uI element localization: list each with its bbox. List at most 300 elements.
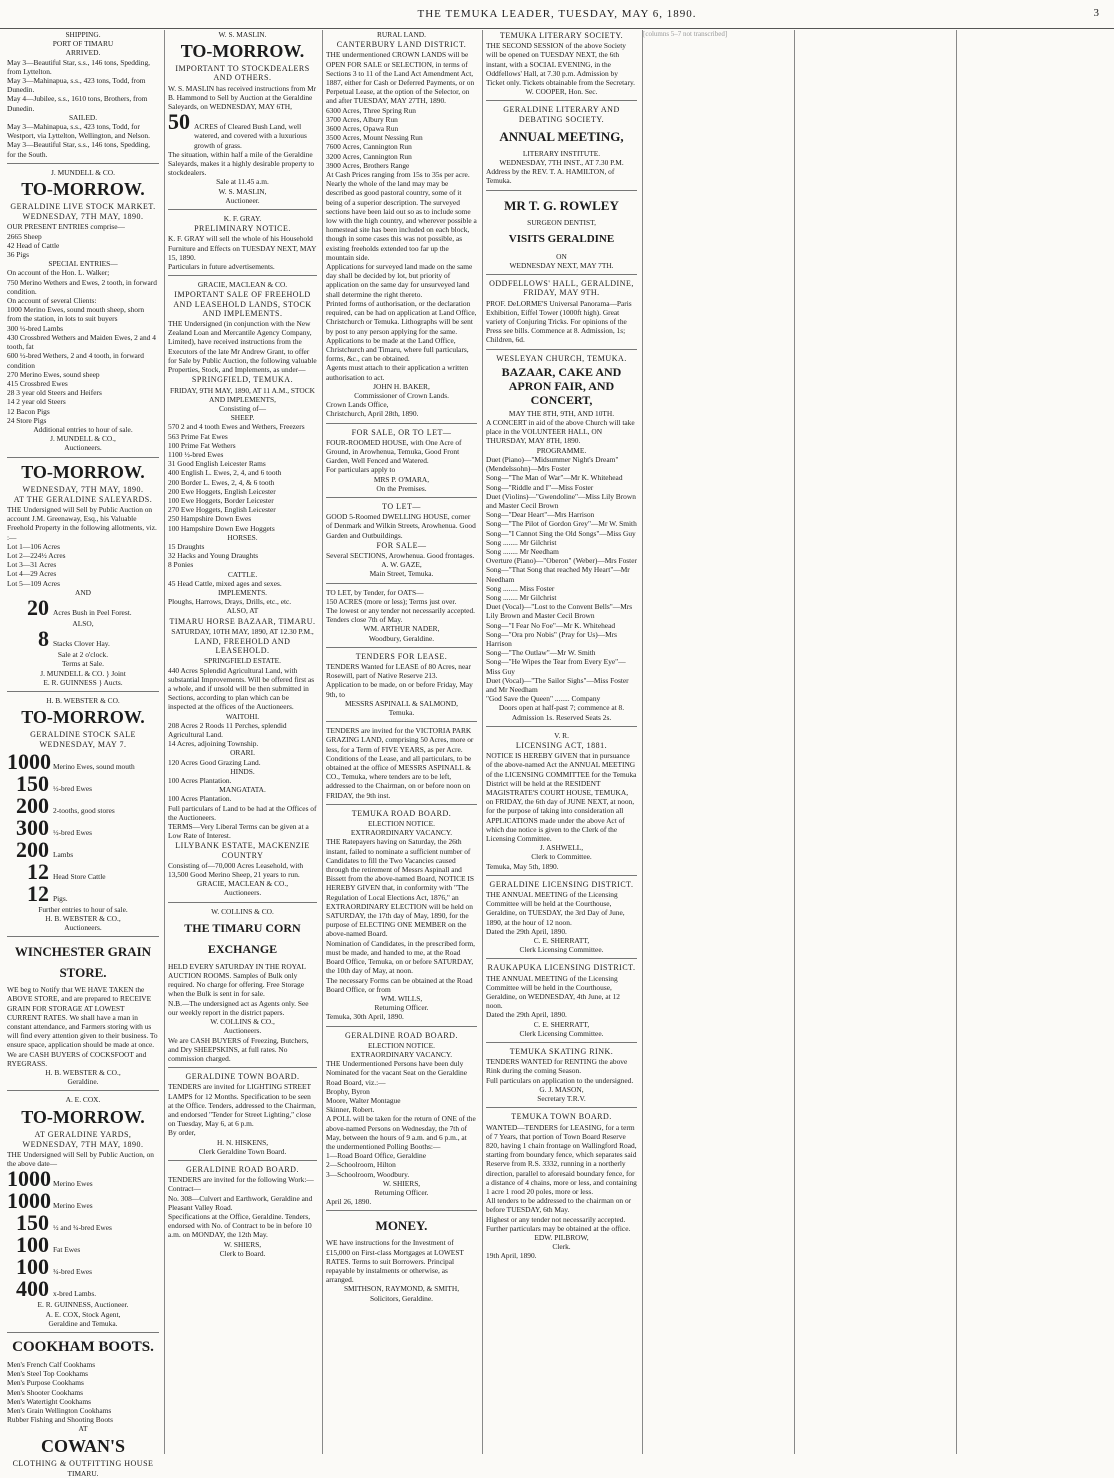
- notice-title: FOR SALE—: [376, 540, 427, 550]
- grain-store-body: WE beg to Notify that WE HAVE TAKEN the ABOVE STORE, and are prepared to RECEIVE GRAIN FOR STORAGE AT LOWEST CURRENT RATES. We shall have a man in constant attendance, and Farmers storing with us will find every attention given to their business. To ensure space, application should be made at once.: [7, 985, 158, 1050]
- divider: [326, 721, 477, 722]
- signature-role: Clerk.: [552, 1242, 571, 1252]
- boots-item: Men's French Calf Cookhams: [7, 1360, 96, 1370]
- paragraph: Nearly the whole of the land may may be described as good pastoral country, some of it being of a superior description. The surveyed sections have been laid out so as to include some low with the high country, and wherever possible a homestead site has been included on each block, though in some cases this was not possible, as existing freeholds extended too far up the mountain side.: [326, 179, 477, 262]
- divider: [326, 647, 477, 648]
- booth: 1—Road Board Office, Geraldine: [326, 1151, 427, 1161]
- notice-subtitle: EXTRAORDINARY VACANCY.: [350, 828, 453, 838]
- sheep-item: 1100 ½-bred Ewes: [168, 449, 224, 459]
- tomorrow-heading: TO-MORROW.: [180, 41, 305, 62]
- dentist-name: MR T. G. ROWLEY: [504, 197, 619, 213]
- page-number: 3: [1093, 7, 1100, 19]
- notice-title: GERALDINE TOWN BOARD.: [185, 1072, 300, 1082]
- signature-role: Returning Officer.: [374, 1187, 429, 1197]
- divider: [486, 958, 637, 959]
- section-title: HORSES.: [227, 532, 258, 542]
- paragraph: THE Undermentioned Persons have been duly Nominated for the vacant Seat on the Geraldine Road Board, viz.:—: [326, 1059, 467, 1087]
- advertiser-header: GRACIE, MACLEAN & CO.: [197, 280, 288, 290]
- corn-exchange-title: THE TIMARU CORN EXCHANGE: [184, 920, 301, 956]
- signature: MESSRS ASPINALL & SALMOND,: [344, 698, 459, 708]
- booth: 2—Schoolroom, Hilton: [326, 1160, 396, 1170]
- boots-item: Men's Watertight Cookhams: [7, 1396, 91, 1406]
- acres-line: [168, 111, 317, 150]
- paragraph: K. F. GRAY will sell the whole of his Household Furniture and Effects on TUESDAY NEXT, MAY 15, 1890.: [168, 234, 317, 262]
- stock-lot-text: ½-bred Ewes: [53, 827, 92, 837]
- paragraph: Specifications at the Office, Geraldine. Tenders, endorsed with No. of Contract to be in before 10 a.m. on MONDAY, the 12th May.: [168, 1211, 312, 1240]
- stock-lot: [7, 1212, 159, 1234]
- notice-date: April 26, 1890.: [326, 1197, 372, 1207]
- horse-item: 8 Ponies: [168, 560, 194, 570]
- sale-date: WEDNESDAY, MAY 7.: [39, 740, 127, 750]
- signature-role: Clerk Licensing Committee.: [519, 945, 604, 955]
- paragraph: 440 Acres Splendid Agricultural Land, with substantial Improvements. Will be offered first as a whole, and if unsold will be then submitted in Sections, according to plan which can be inspected at the offices of the Auctioneers.: [168, 665, 315, 712]
- special-entries-title: SPECIAL ENTRIES—: [48, 259, 118, 269]
- notice-title: TEMUKA LITERARY SOCIETY.: [499, 31, 624, 40]
- office-line: Crown Lands Office,: [326, 400, 389, 410]
- stock-lot-number: 300: [16, 814, 49, 840]
- clover-text: Stacks Clover Hay.: [53, 639, 110, 649]
- bazaar-title: BAZAAR, CAKE AND APRON FAIR, AND CONCERT,: [501, 364, 622, 407]
- signature: A. E. COX, Stock Agent,: [45, 1309, 121, 1319]
- tomorrow-heading: TO-MORROW.: [21, 179, 145, 200]
- stock-lot-number: 200: [16, 792, 49, 818]
- tomorrow-heading: TO-MORROW.: [21, 1106, 145, 1127]
- divider: [486, 1107, 637, 1108]
- divider: [486, 274, 637, 275]
- money-title: MONEY.: [375, 1218, 428, 1234]
- special-entry: 750 Merino Wethers and Ewes, 2 tooth, in forward condition.: [7, 277, 157, 296]
- stock-lot-number: 100: [16, 1232, 49, 1258]
- programme-item: Song—"Ora pro Nobis" (Pray for Us)—Mrs Harrison: [486, 629, 618, 648]
- dentist-visits: VISITS GERALDINE: [508, 232, 615, 245]
- sale-time: Sale at 11.45 a.m.: [216, 177, 269, 187]
- cowan-sub: CLOTHING & OUTFITTING HOUSE: [12, 1458, 154, 1468]
- divider: [7, 691, 159, 692]
- doors-open: Doors open at half-past 7; commence at 8.: [498, 703, 625, 713]
- bush-text: Acres Bush in Peel Forest.: [53, 607, 132, 617]
- sailed-item: May 3—Beautiful Star, s.s., 146 tons, Spedding, for the South.: [7, 140, 150, 159]
- programme-item: "God Save the Queen" ........ Company: [486, 694, 601, 704]
- paragraph: 14 Acres, adjoining Township.: [168, 739, 259, 749]
- masthead-title: THE TEMUKA LEADER, TUESDAY, MAY 6, 1890.: [417, 8, 697, 20]
- paragraph: 100 Acres Plantation.: [168, 794, 232, 804]
- column-4: [482, 30, 640, 1454]
- divider: [7, 163, 159, 164]
- divider: [326, 423, 477, 424]
- advertiser-header: W. COLLINS & CO.: [211, 906, 274, 916]
- signature-role: Auctioneers.: [64, 923, 102, 932]
- special-entry: 28 3 year old Steers and Heifers: [7, 388, 102, 398]
- notice-title: TEMUKA TOWN BOARD.: [511, 1112, 612, 1122]
- signature: W. SHIERS,: [382, 1178, 421, 1188]
- advertiser-header: K. F. GRAY.: [223, 214, 262, 224]
- grain-store-title: WINCHESTER GRAIN STORE.: [14, 944, 152, 981]
- stock-lot: [7, 1190, 159, 1212]
- sheep-item: 570 2 and 4 tooth Ewes and Wethers, Freezers: [168, 422, 305, 432]
- paragraph: THE ANNUAL MEETING of the Licensing Committee will be held in the Courthouse, Geraldine, on WEDNESDAY, 4th June, at 12 noon.: [486, 973, 620, 1011]
- divider: [168, 275, 317, 276]
- date-line: WEDNESDAY NEXT, MAY 7TH.: [509, 261, 614, 271]
- booth: 3—Schoolroom, Woodbury.: [326, 1169, 410, 1179]
- signature-role: Clerk Licensing Committee.: [519, 1028, 604, 1038]
- paragraph: Applications to be made at the Land Office, Christchurch and Timaru, where full particulars, forms, &c., can be obtained.: [326, 335, 469, 364]
- divider: [486, 1042, 637, 1043]
- divider: [486, 190, 637, 191]
- paragraph: THE ANNUAL MEETING of the Licensing Committee will be held at the Courthouse, Geraldine, on TUESDAY, the 3rd Day of June, 1890, at the hour of 12 noon.: [486, 890, 625, 927]
- bush-number: 20: [27, 594, 49, 620]
- masthead: [0, 0, 1114, 29]
- signature-role: Returning Officer.: [374, 1003, 429, 1013]
- section-title: SHEEP.: [230, 413, 255, 423]
- column-5: [642, 30, 793, 1454]
- boots-item: Men's Grain Wellington Cookhams: [7, 1406, 112, 1416]
- advertiser-header: A. E. COX.: [65, 1095, 101, 1105]
- sheep-item: 200 Border L. Ewes, 2, 4, & 6 tooth: [168, 477, 275, 487]
- programme-item: Song ........ Miss Foster: [486, 583, 555, 593]
- cattle-item: 45 Head Cattle, mixed ages and sexes.: [168, 578, 282, 588]
- bush-line: [7, 594, 159, 620]
- signature-role: Main Street, Temuka.: [369, 569, 434, 579]
- boots-item: Men's Steel Top Cookhams: [7, 1369, 88, 1379]
- divider: [486, 349, 637, 350]
- also-at: ALSO, AT: [226, 606, 259, 616]
- column-1: [4, 30, 162, 1478]
- run-item: 3600 Acres, Opawa Run: [326, 124, 399, 134]
- nominee: Skinner, Robert.: [326, 1105, 375, 1115]
- horse-item: 15 Draughts: [168, 541, 205, 551]
- sale-date: WEDNESDAY, 7TH MAY, 1890.: [22, 484, 144, 494]
- notice-date: 19th April, 1890.: [486, 1251, 537, 1261]
- divider: [168, 209, 317, 210]
- paragraph: The situation, within half a mile of the Geraldine Saleyards, makes it a highly desirable property to stockdealers.: [168, 149, 315, 178]
- paragraph: W. S. MASLIN has received instructions from Mr B. Hammond to Sell by Auction at the Geraldine Saleyards, on WEDNESDAY, MAY 6TH,: [168, 83, 317, 112]
- section-title: HINDS.: [230, 766, 255, 776]
- consisting: Consisting of—: [218, 403, 267, 413]
- stock-lot-number: 100: [16, 1254, 49, 1280]
- programme-item: Duet (Vocal)—"The Sailor Sighs"—Miss Foster and Mr Needham: [486, 675, 629, 694]
- signature: G. J. MASON,: [539, 1084, 584, 1094]
- boots-item: Men's Shooter Cookhams: [7, 1387, 84, 1397]
- clover-number: 8: [38, 626, 49, 652]
- paragraph: Consisting of—70,000 Acres Leasehold, with 13,500 Good Merino Sheep, 21 years to run.: [168, 860, 304, 880]
- programme-item: Song ........ Mr Gilchrist: [486, 537, 557, 547]
- paragraph: Full particulars of Land to be had at the Offices of the Auctioneers.: [168, 803, 317, 822]
- stock-lot-text: x-bred Lambs.: [53, 1289, 97, 1299]
- stock-lot-number: 150: [16, 770, 49, 796]
- sale-date: WEDNESDAY, 7TH MAY, 1890.: [22, 1139, 144, 1149]
- lot-item: Lot 2—224½ Acres: [7, 550, 66, 560]
- run-item: 3500 Acres, Mount Nessing Run: [326, 133, 423, 143]
- paragraph: NOTICE IS HEREBY GIVEN that in pursuance of the above-named Act the ANNUAL MEETING of the LICENSING COMMITTEE for the Temuka District will be held at the RESIDENT MAGISTRATE'S COURT HOUSE, TEMUKA, on FRIDAY, the 6th day of JUNE NEXT, at noon, for the purpose of taking into consideration all APPLICATIONS made under the above Act of which due notice is given to the Clerk of the Licensing Committee.: [486, 751, 637, 844]
- paragraph: We are CASH BUYERS of Freezing, Butchers, and Dry SHEEPSKINS, at full rates. No commission charged.: [168, 1035, 309, 1063]
- notice-title: PRELIMINARY NOTICE.: [194, 224, 291, 234]
- cox-yards: AT GERALDINE YARDS,: [34, 1129, 132, 1139]
- paragraph: Address by the REV. T. A. HAMILTON, of Temuka.: [486, 167, 615, 186]
- notice-title: GERALDINE ROAD BOARD.: [345, 1030, 458, 1040]
- signature-role: Temuka.: [388, 708, 415, 718]
- date-line: SATURDAY, 10TH MAY, 1890, AT 12.30 P.M.,: [171, 626, 314, 636]
- notice-title: FOR SALE, OR TO LET—: [351, 427, 452, 437]
- stock-lot: [7, 1256, 159, 1278]
- notice-date: Temuka, May 5th, 1890.: [486, 861, 559, 871]
- divider: [7, 1332, 159, 1333]
- stock-lot: [7, 1234, 159, 1256]
- market-title: GERALDINE LIVE STOCK MARKET.: [10, 202, 156, 212]
- notice-date: Dated the 29th April, 1890.: [486, 926, 567, 936]
- special-entry: 430 Crossbred Wethers and Maiden Ewes, 2 and 4 tooth, fat: [7, 332, 156, 352]
- paragraph: Applications for surveyed land made on the same day shall be decided by lot, but priority of application on the same day for unsurveyed land shall determine the right thereto.: [326, 262, 473, 299]
- advertiser-header: W. S. MASLIN.: [218, 30, 267, 39]
- stock-lot: [7, 836, 159, 862]
- stock-lot: [7, 748, 159, 774]
- paragraph: PROF. DeLORME'S Universal Panorama—Paris Exhibition, Eiffel Tower (1000ft high). Great variety of Conjuring Tricks. For opinions of the Press see bills. Commence at 8. Admission, 1s; Children, 6d.: [486, 298, 632, 345]
- additional-entries: Additional entries to hour of sale.: [33, 424, 133, 434]
- paragraph: TENDERS are invited for the VICTORIA PARK GRAZING LAND, comprising 50 Acres, more or less, for a Term of FIVE YEARS, as per Acre.: [326, 726, 474, 754]
- paragraph: Several SECTIONS, Arowhenua. Good frontages.: [326, 550, 475, 560]
- divider: [168, 1160, 317, 1161]
- stock-lot: [7, 880, 159, 906]
- place-line: LILYBANK ESTATE, MACKENZIE COUNTRY: [175, 841, 310, 860]
- signature-role: Auctioneer.: [225, 195, 260, 205]
- paragraph: The lowest or any tender not necessarily accepted. Tenders close 7th of May.: [326, 605, 475, 625]
- programme-item: Song—"The Pilot of Gordon Grey"—Mr W. Smith: [486, 519, 637, 529]
- stock-lot-text: 2-tooths, good stores: [53, 805, 115, 815]
- paragraph: THE SECOND SESSION of the above Society will be opened on TUESDAY NEXT, the 6th instant, with a SOCIAL EVENING, in the Oddfellows' Hall, at 7.30 p.m. Admission by Ticket only. Tickets obtainable from the Secretary.: [486, 41, 636, 88]
- signature: E. R. GUINNESS, Auctioneer.: [37, 1300, 129, 1310]
- stock-lot: [7, 792, 159, 818]
- stock-lot-text: Fat Ewes: [53, 1245, 81, 1255]
- notice-title: GERALDINE LITERARY AND DEBATING SOCIETY.: [503, 105, 620, 124]
- paragraph: A POLL will be taken for the return of ONE of the above-named Persons on Wednesday, the 7th of May, between the hours of 9 a.m. and 6 p.m., at the undermentioned Polling Booths:—: [326, 1114, 476, 1151]
- signature: H. N. HISKENS,: [216, 1137, 269, 1147]
- run-item: 3200 Acres, Cannington Run: [326, 151, 412, 161]
- saleyards-body: THE Undersigned will Sell by Public Auction on account J.M. Greenaway, Esq., his Valuable Freehold Property in the following allotments, viz. :—: [7, 504, 157, 542]
- saleyards-title: AT THE GERALDINE SALEYARDS.: [13, 494, 153, 504]
- divider: [326, 1026, 477, 1027]
- signature: W. SHIERS,: [223, 1239, 262, 1249]
- paragraph: TENDERS are invited for LIGHTING STREET LAMPS for 12 Months. Specification to be seen at the Office. Tenders, addressed to the Chairman, and endorsed "Tender for Street Lighting," close on Tuesday, May 6, at 6 p.m.: [168, 1082, 316, 1129]
- clover-line: [7, 628, 159, 650]
- stock-lot-number: 200: [16, 836, 49, 862]
- paragraph: WE have instructions for the Investment of £15,000 on First-class Mortgages at LOWEST RATES. Terms to suit Borrowers. Principal repayable by instalments or otherwise, as arranged.: [326, 1238, 464, 1285]
- grain-store-body: We are CASH BUYERS of COCKSFOOT and RYEGRASS.: [7, 1049, 147, 1068]
- notice-title: TO LET—: [382, 501, 421, 511]
- sheep-item: 31 Good English Leicester Rams: [168, 459, 266, 469]
- arrived-label: ARRIVED.: [65, 48, 101, 58]
- divider: [326, 497, 477, 498]
- signature: SMITHSON, RAYMOND, & SMITH,: [343, 1284, 460, 1294]
- arrived-item: May 3—Beautiful Star, s.s., 146 tons, Spedding, from Lyttelton.: [7, 57, 150, 76]
- signature-role: Geraldine.: [67, 1077, 99, 1087]
- arrived-item: May 4—Jubilee, s.s., 1610 tons, Brothers, from Dunedin.: [7, 94, 148, 113]
- divider: [168, 1067, 317, 1068]
- run-item: 6300 Acres, Three Spring Run: [326, 105, 416, 115]
- lot-item: Lot 1—106 Acres: [7, 541, 60, 551]
- programme-item: Song—"Dear Heart"—Mrs Harrison: [486, 510, 595, 520]
- paragraph: Agents must attach to their application a written authorisation to act.: [326, 363, 469, 382]
- signature-role: Auctioneers.: [223, 888, 262, 898]
- paragraph: Particulars in future advertisements.: [168, 262, 275, 272]
- paragraph: 150 ACRES (more or less); Terms just over.: [326, 596, 457, 606]
- signature-role: Geraldine and Temuka.: [48, 1318, 118, 1328]
- special-entry: 14 2 year old Steers: [7, 397, 66, 407]
- programme-item: Song ........ Mr Gilchrist: [486, 592, 557, 602]
- programme-item: Song—"I Cannot Sing the Old Songs"—Miss Guy: [486, 528, 636, 538]
- notice-date: Temuka, 30th April, 1890.: [326, 1012, 404, 1022]
- advertiser-header: H. B. WEBSTER & CO.: [46, 695, 120, 705]
- signature-role: Commissioner of Crown Lands.: [354, 390, 449, 400]
- lot-item: Lot 4—29 Acres: [7, 569, 57, 579]
- lot-item: Lot 5—109 Acres: [7, 578, 60, 588]
- entry-item: 2665 Sheep: [7, 231, 42, 241]
- notice-title: GERALDINE LICENSING DISTRICT.: [489, 879, 634, 889]
- signature-role: Woodbury, Geraldine.: [368, 633, 435, 643]
- sale-date: WEDNESDAY, 7TH MAY, 1890.: [22, 212, 144, 222]
- programme-item: Song—"Riddle and I"—Miss Foster: [486, 482, 594, 492]
- paragraph: FOUR-ROOMED HOUSE, with One Acre of Ground, in Arowhenua, Temuka, Good Front Garden, Well Fenced and Watered.: [326, 437, 462, 466]
- boots-item: Men's Purpose Cookhams: [7, 1378, 84, 1388]
- divider: [7, 1090, 159, 1091]
- paragraph: A CONCERT in aid of the above Church will take place in the VOLUNTEER HALL, ON THURSDAY, MAY 8TH, 1890.: [486, 418, 635, 446]
- programme-item: Duet (Piano)—"Midsummer Night's Dream" (Mendelssohn)—Mrs Foster: [486, 454, 619, 474]
- paragraph: 100 Acres Plantation.: [168, 776, 232, 786]
- divider: [486, 100, 637, 101]
- boots-at: AT: [78, 1424, 88, 1434]
- divider: [7, 457, 159, 458]
- terms: Terms at Sale.: [62, 659, 104, 669]
- notice-title: TENDERS FOR LEASE.: [355, 651, 448, 661]
- acres-number: 50: [168, 109, 190, 135]
- stock-lot-number: 1000: [7, 748, 51, 774]
- sailed-item: May 3—Mahinapua, s.s., 423 tons, Todd, for Westport, via Lyttelton, Wellington, and Nelson.: [7, 122, 150, 141]
- divider: [326, 583, 477, 584]
- arrived-list: [7, 58, 159, 113]
- horse-item: 32 Hacks and Young Draughts: [168, 551, 259, 561]
- stock-lot-number: 1000: [7, 1188, 51, 1214]
- divider: [7, 936, 159, 937]
- programme-item: Duet (Vocal)—"Lost to the Convent Bells"—Mrs Lily Brown and Master Cecil Brown: [486, 602, 633, 621]
- place-line: TIMARU HORSE BAZAAR, TIMARU.: [169, 616, 316, 626]
- programme-item: Song—"He Wipes the Tear from Every Eye"—Miss Guy: [486, 657, 626, 676]
- stock-lot-number: 150: [16, 1210, 49, 1236]
- paragraph: WANTED—TENDERS for LEASING, for a term of 7 Years, that portion of Town Board Reserve 820, having 1 chain frontage on Wallingford Road, starting from boundary fence, which separates said Reserve from R.S. 3332, running in a northerly direction, parallel to aforesaid boundary fence, for a distance of 4 chains, more or less, and containing 1 acre 1 rood 20 poles, more or less.: [486, 1122, 637, 1196]
- programme-item: Overture (Piano)—"Oberon" (Weber)—Mrs Foster: [486, 556, 637, 566]
- notice-title: TEMUKA SKATING RINK.: [509, 1047, 614, 1057]
- advertiser-header: RURAL LAND.: [377, 30, 426, 39]
- section-title: ORARI.: [230, 748, 255, 758]
- signature-role: Auctioneers.: [223, 1026, 262, 1036]
- stock-sale-title: GERALDINE STOCK SALE: [30, 730, 136, 740]
- signature: J. ASHWELL,: [539, 843, 584, 853]
- signature-role: Clerk Geraldine Town Board.: [198, 1146, 287, 1156]
- entry-item: 36 Pigs: [7, 250, 29, 260]
- programme-item: Song—"The Outlaw"—Mr W. Smith: [486, 648, 596, 658]
- placeholder-note: [columns 5–7 not transcribed]: [643, 30, 728, 38]
- nominee: Moore, Walter Montague: [326, 1095, 401, 1105]
- lot-item: Lot 3—31 Acres: [7, 560, 57, 570]
- stock-lot-text: Pigs.: [53, 893, 68, 903]
- entry-item: 42 Head of Cattle: [7, 240, 60, 250]
- column-6: [794, 30, 955, 1454]
- notice-title: IMPORTANT SALE OF FREEHOLD AND LEASEHOLD LANDS, STOCK AND IMPLEMENTS.: [173, 290, 312, 318]
- stock-lot: [7, 1278, 159, 1300]
- stock-lot-number: 12: [27, 858, 49, 884]
- signature: WM. ARTHUR NADER,: [363, 624, 440, 634]
- signature: JOHN H. BAKER,: [373, 381, 430, 391]
- paragraph: Printed forms of authorisation, or the declaration required, can be had on application at Land Office, Christchurch or Temuka. Lithographs will be sent by post to any person applying for the same.: [326, 298, 477, 336]
- run-item: 7600 Acres, Cannington Run: [326, 142, 412, 152]
- notice-title: GERALDINE ROAD BOARD.: [186, 1164, 299, 1174]
- stock-lot: [7, 770, 159, 796]
- signature: GRACIE, MACLEAN & CO.,: [196, 879, 289, 889]
- sheep-item: 270 Ewe Hoggets, English Leicester: [168, 505, 276, 515]
- tomorrow-heading: TO-MORROW.: [21, 461, 145, 482]
- paragraph: TO LET, by Tender, for OATS—: [326, 587, 424, 597]
- programme-item: Duet (Violins)—"Gwendoline"—Miss Lily Brown and Master Cecil Brown: [486, 491, 636, 510]
- paragraph: GOOD 5-Roomed DWELLING HOUSE, corner of Denmark and Wilkin Streets, Arowhenua. Good Garden and Outbuildings.: [326, 512, 476, 540]
- stock-lot-number: 12: [27, 880, 49, 906]
- notice-title: TEMUKA ROAD BOARD.: [351, 808, 452, 818]
- acres-text: ACRES of Cleared Bush Land, well watered, and covered with a luxurious growth of grass.: [194, 122, 307, 150]
- stock-lot-text: ¾-bred Ewes: [53, 1267, 92, 1277]
- paragraph: THE undermentioned CROWN LANDS will be OPEN FOR SALE or SELECTION, in terms of Sections 3 to 11 of the Land Act Amendment Act, 1887, either for Cash or Deferred Payments, or on Perpetual Lease, at the option of the Selector, on and after TUESDAY, MAY 27TH, 1890.: [326, 50, 475, 106]
- paragraph: TENDERS are invited for the following Work:—: [168, 1175, 314, 1185]
- annual-meeting-title: ANNUAL MEETING,: [499, 128, 624, 144]
- dentist-role: SURGEON DENTIST,: [527, 217, 596, 227]
- stock-lot-text: ½-bred Ewes: [53, 783, 92, 793]
- paragraph: For particulars apply to: [326, 465, 396, 475]
- special-entry: 270 Merino Ewes, sound sheep: [7, 369, 100, 379]
- column-7: [956, 30, 1111, 1454]
- tomorrow-heading: TO-MORROW.: [21, 707, 145, 728]
- stock-lot: [7, 1168, 159, 1190]
- signature: EDW. PILBROW,: [534, 1232, 589, 1242]
- notice-subtitle: EXTRAORDINARY VACANCY.: [350, 1049, 453, 1059]
- stock-lot-text: Merino Ewes: [53, 1179, 93, 1189]
- special-entry: 12 Bacon Pigs: [7, 406, 50, 416]
- signature: C. E. SHERRATT,: [533, 1019, 590, 1029]
- programme-item: Song—"The Man of War"—Mr K. Whitehead: [486, 473, 623, 483]
- paragraph: At Cash Prices ranging from 15s to 35s per acre.: [326, 170, 470, 180]
- section-title: SPRINGFIELD ESTATE.: [203, 656, 281, 666]
- date-line: MAY THE 8TH, 9TH, AND 10TH.: [508, 408, 615, 418]
- boots-item: Rubber Fishing and Shooting Boots: [7, 1415, 113, 1425]
- by-order: By order,: [168, 1128, 196, 1138]
- stock-lot-text: Head Store Cattle: [53, 871, 106, 881]
- paragraph: 120 Acres Good Grazing Land.: [168, 757, 261, 767]
- cox-body: THE Undersigned will Sell by Public Auction, on the above date—: [7, 1150, 154, 1169]
- stock-lot: [7, 814, 159, 840]
- special-entry: 1000 Merino Ewes, sound mouth sheep, shorn from the station, in lots to suit buyers: [7, 305, 145, 324]
- on-label: ON: [556, 251, 567, 261]
- signature: W. COLLINS & CO.,: [210, 1017, 275, 1027]
- place-line: LITERARY INSTITUTE.: [522, 148, 601, 158]
- special-entry: 600 ½-bred Wethers, 2 and 4 tooth, in forward condition: [7, 351, 144, 370]
- admission: Admission 1s. Reserved Seats 2s.: [511, 712, 612, 722]
- signature: H. B. WEBSTER & CO.,: [45, 1068, 121, 1078]
- notice-title: WESLEYAN CHURCH, TEMUKA.: [496, 353, 627, 363]
- signature: E. R. GUINNESS } Aucts.: [43, 677, 123, 687]
- signature-role: On the Premises.: [376, 483, 427, 493]
- sheep-item: 563 Prime Fat Ewes: [168, 431, 228, 441]
- paragraph: TENDERS WANTED for RENTING the above Rink during the coming Season.: [486, 1057, 628, 1076]
- sale-time: Sale at 2 o'clock.: [57, 650, 109, 660]
- signature-role: Solicitors, Geraldine.: [369, 1293, 433, 1303]
- paragraph: The necessary Forms can be obtained at the Road Board Office, or from: [326, 975, 473, 994]
- run-item: 3900 Acres, Brothers Range: [326, 160, 410, 170]
- paragraph: THE Ratepayers having on Saturday, the 26th instant, failed to nominate a sufficient number of Candidates to fill the Two Vacancies caused through the retirement of Messrs Aspinall and Bissett from the above-named Board, NOTICE IS HEREBY GIVEN that, in conformity with "The Regulation of Local Elections Act, 1876," an EXTRAORDINARY ELECTION will be held on SATURDAY, the 17th day of May, 1890, for the purpose of ELECTING ONE MEMBER on the above-named Board.: [326, 837, 474, 939]
- paragraph: THE Undersigned (in conjunction with the New Zealand Loan and Mercantile Agency Company, Limited), have received instructions from the Executors of the late Mr Andrew Grant, to offer for Sale by Public Auction, the following valuable Properties, Stock, and Implements, as under—: [168, 319, 317, 375]
